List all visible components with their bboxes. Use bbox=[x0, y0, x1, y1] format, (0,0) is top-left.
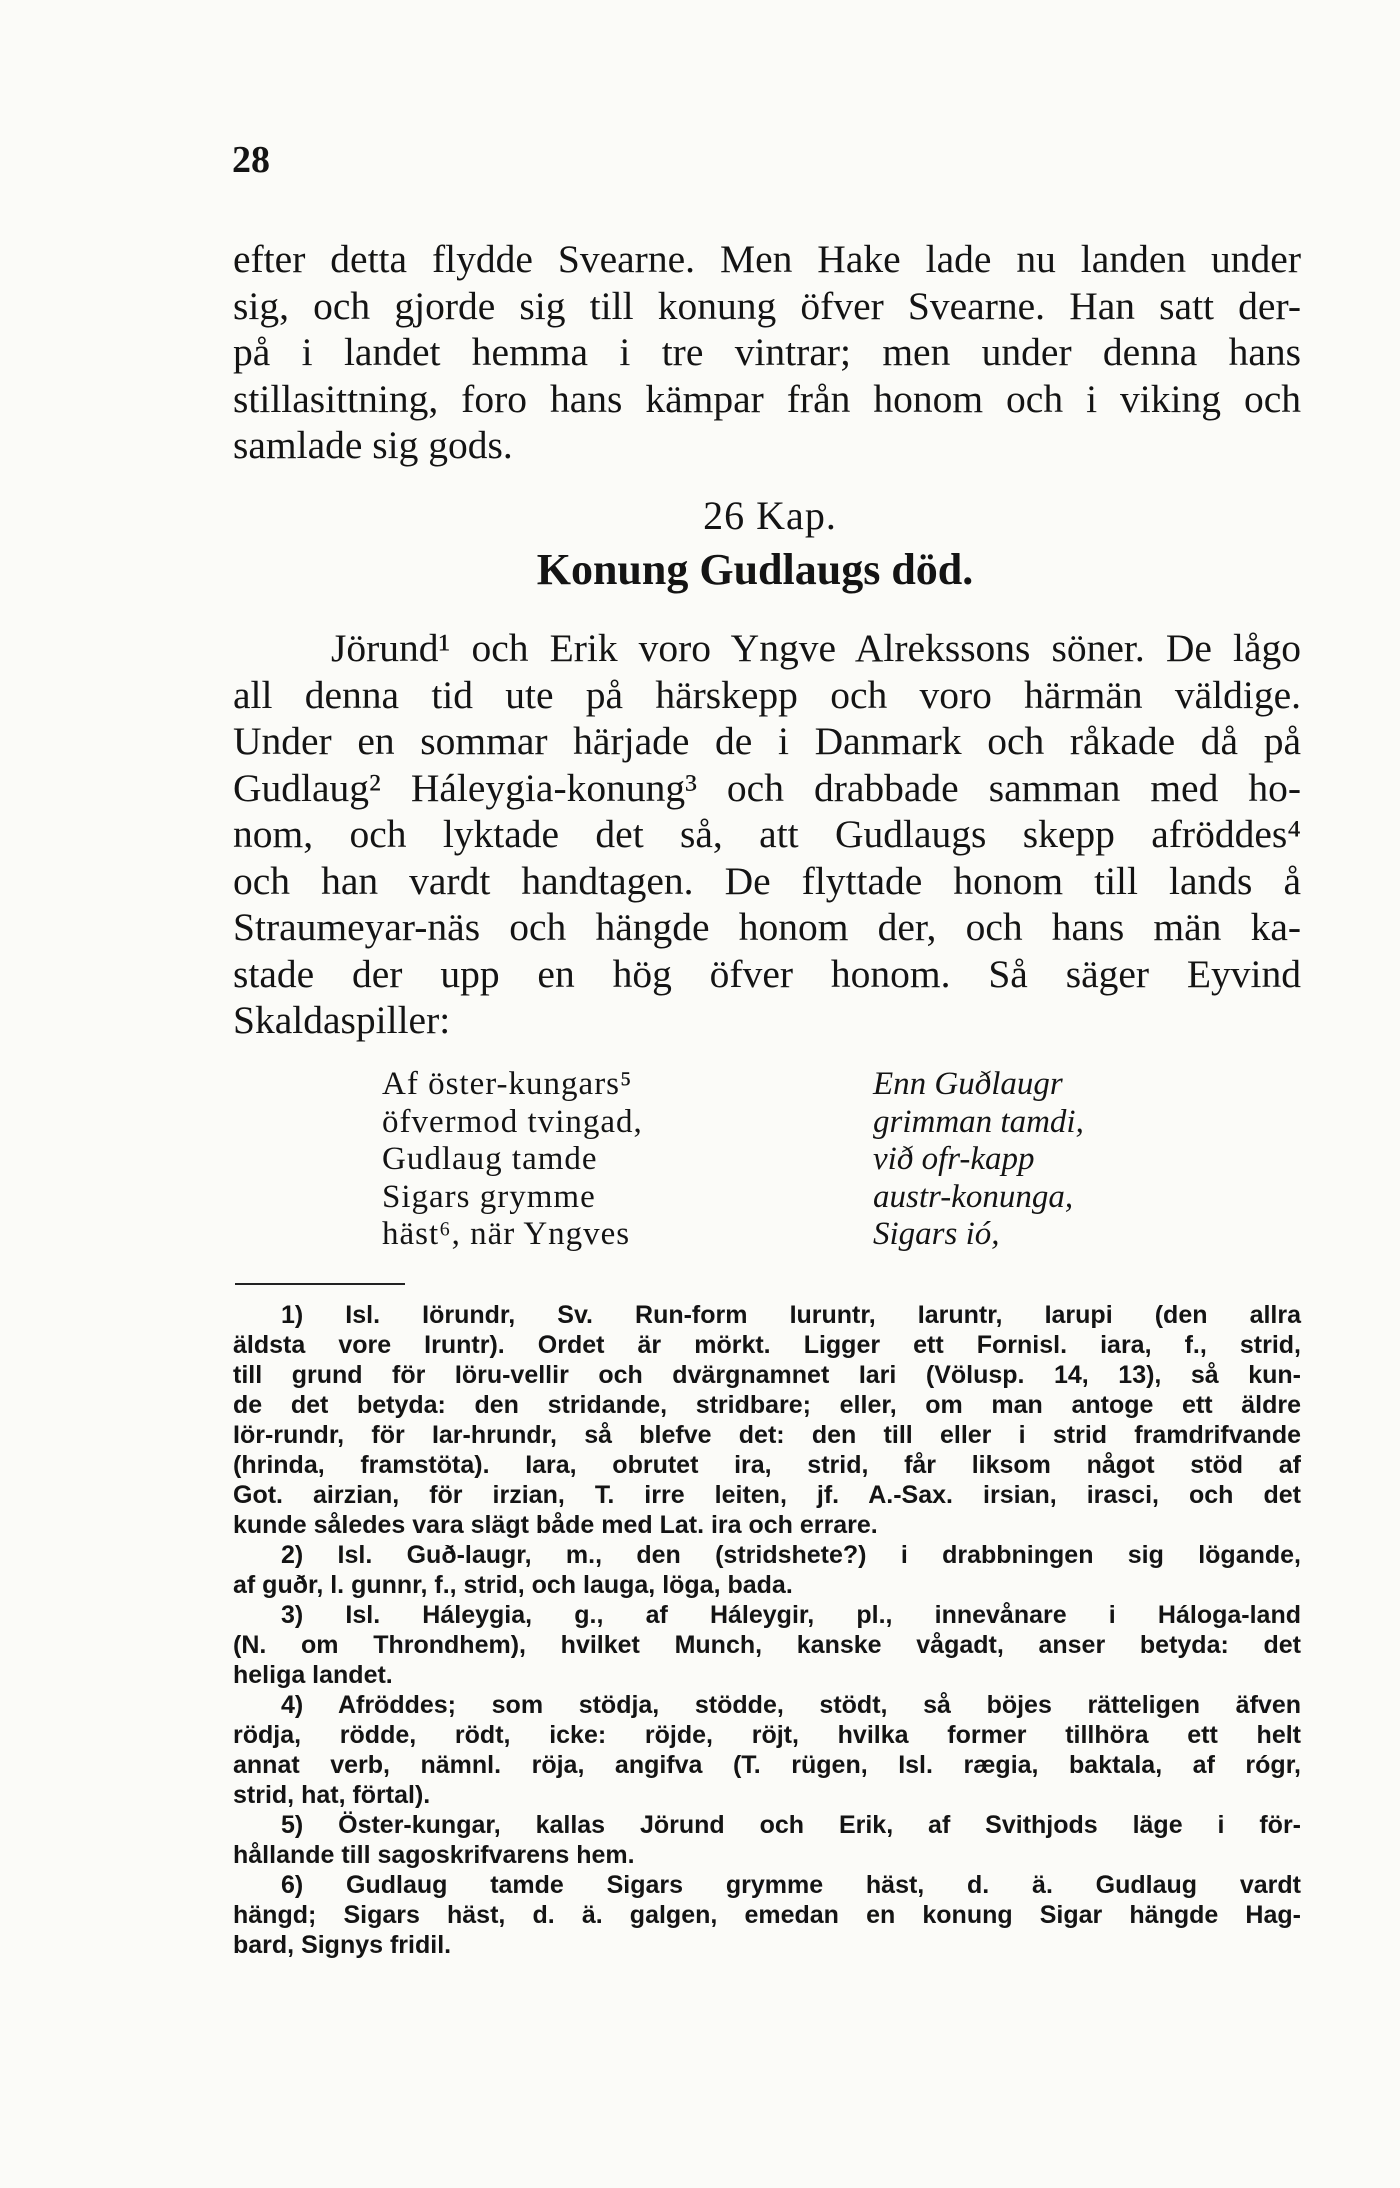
text-line: Gudlaug² Háleygia-konung³ och drabbade samman med ho- bbox=[233, 765, 1301, 810]
chapter-number: 26 Kap. bbox=[703, 493, 837, 538]
text-line: Skaldaspiller: bbox=[233, 998, 451, 1042]
footnote-line: af guðr, l. gunnr, f., strid, och lauga, löga, bada. bbox=[233, 1571, 793, 1599]
footnote-line: kunde således vara slägt både med Lat. ira och errare. bbox=[233, 1511, 878, 1539]
text-line: all denna tid ute på härskepp och voro härmän väldige. bbox=[233, 672, 1301, 717]
paragraph-continuation bbox=[233, 236, 1301, 469]
text-line: Straumeyar-näs och hängde honom der, och hans män ka- bbox=[233, 905, 1301, 949]
paragraph-1 bbox=[233, 236, 1301, 469]
footnote-line: annat verb, nämnl. röja, angifva (T. rügen, Isl. rægia, baktala, af rógr, bbox=[233, 1751, 1301, 1779]
text-line: och han vardt handtagen. De flyttade honom till lands å bbox=[233, 858, 1301, 903]
footnote-line: bard, Signys fridil. bbox=[233, 1931, 452, 1959]
verse-swedish bbox=[382, 1066, 643, 1254]
text-line: samlade sig gods. bbox=[233, 423, 513, 467]
footnote-line: 4) Afröddes; som stödja, stödde, stödt, så böjes rätteligen äfven bbox=[281, 1691, 1301, 1719]
chapter-title: Konung Gudlaugs död. bbox=[536, 545, 974, 594]
footnote-line: 6) Gudlaug tamde Sigars grymme häst, d. ä. Gudlaug vardt bbox=[281, 1871, 1301, 1899]
footnote-line: rödja, rödde, rödt, icke: röjde, röjt, hvilka former tillhöra ett helt bbox=[233, 1721, 1301, 1749]
verse-line: Gudlaug tamde bbox=[382, 1141, 598, 1177]
footnotes bbox=[233, 1300, 1301, 1960]
footnote-line: äldsta vore Iruntr). Ordet är mörkt. Ligger ett Fornisl. iara, f., strid, bbox=[233, 1331, 1301, 1359]
verse-line: grimman tamdi, bbox=[873, 1103, 1084, 1140]
text-line: på i landet hemma i tre vintrar; men under denna hans bbox=[233, 330, 1301, 374]
text-line: Jörund¹ och Erik voro Yngve Alrekssons söner. De lågo bbox=[331, 626, 1301, 670]
footnote-line: (hrinda, framstöta). Iara, obrutet ira, strid, får liksom något stöd af bbox=[233, 1451, 1301, 1479]
footnote-line: Iör-rundr, för Iar-hrundr, så blefve det: den till eller i strid framdrifvande bbox=[233, 1421, 1301, 1449]
footnote-line: (N. om Throndhem), hvilket Munch, kanske vågadt, anser betyda: det bbox=[233, 1631, 1301, 1659]
footnote-line: 2) Isl. Guð-laugr, m., den (stridshete?) i drabbningen sig lögande, bbox=[281, 1541, 1301, 1569]
verse-line: öfvermod tvingad, bbox=[382, 1103, 643, 1140]
verse-line: Sigars ió, bbox=[873, 1216, 1000, 1252]
footnote-line: Got. airzian, för irzian, T. irre leiten, jf. A.-Sax. irsian, irasci, och det bbox=[233, 1481, 1301, 1509]
verse-line: austr-konunga, bbox=[873, 1178, 1074, 1215]
chapter-text bbox=[233, 625, 1301, 1044]
text-line: stillasittning, foro hans kämpar från honom och i viking och bbox=[233, 376, 1301, 421]
footnote-line: till grund för Iöru-vellir och dvärgnamnet Iari (Völusp. 14, 13), så kun- bbox=[233, 1361, 1301, 1389]
page-number: 28 bbox=[232, 139, 270, 181]
footnote-line: 1) Isl. Iörundr, Sv. Run-form Iuruntr, Iaruntr, Iarupi (den allra bbox=[281, 1301, 1301, 1329]
text-line: efter detta flydde Svearne. Men Hake lade nu landen under bbox=[233, 237, 1301, 281]
footnote-divider bbox=[235, 1283, 405, 1285]
verse-line: við ofr-kapp bbox=[873, 1141, 1035, 1177]
text-line: stade der upp en hög öfver honom. Så säger Eyvind bbox=[233, 951, 1301, 996]
verse-norse bbox=[873, 1066, 1084, 1254]
text-line: Under en sommar härjade de i Danmark och råkade då på bbox=[233, 719, 1301, 763]
footnote-line: heliga landet. bbox=[233, 1661, 393, 1689]
text-line: sig, och gjorde sig till konung öfver Svearne. Han satt der- bbox=[233, 283, 1301, 328]
footnote-line: strid, hat, förtal). bbox=[233, 1781, 431, 1809]
footnote-line: 5) Öster-kungar, kallas Jörund och Erik, af Svithjods läge i för- bbox=[281, 1811, 1301, 1839]
footnote-line: de det betyda: den stridande, stridbare; eller, om man antoge ett äldre bbox=[233, 1391, 1301, 1419]
text-line: nom, och lyktade det så, att Gudlaugs skepp afröddes⁴ bbox=[233, 812, 1301, 856]
footnote-line: 3) Isl. Háleygia, g., af Háleygir, pl., innevånare i Háloga-land bbox=[281, 1601, 1301, 1629]
paragraph-2 bbox=[233, 625, 1301, 1044]
verse-line: Sigars grymme bbox=[382, 1178, 596, 1215]
verse-line: Af öster-kungars⁵ bbox=[382, 1066, 633, 1102]
footnote-line: hängd; Sigars häst, d. ä. galgen, emedan en konung Sigar hängde Hag- bbox=[233, 1901, 1301, 1929]
footnote-line: hållande till sagoskrifvarens hem. bbox=[233, 1841, 635, 1869]
verse-line: häst⁶, när Yngves bbox=[382, 1216, 631, 1252]
verse-line: Enn Guðlaugr bbox=[873, 1066, 1063, 1102]
